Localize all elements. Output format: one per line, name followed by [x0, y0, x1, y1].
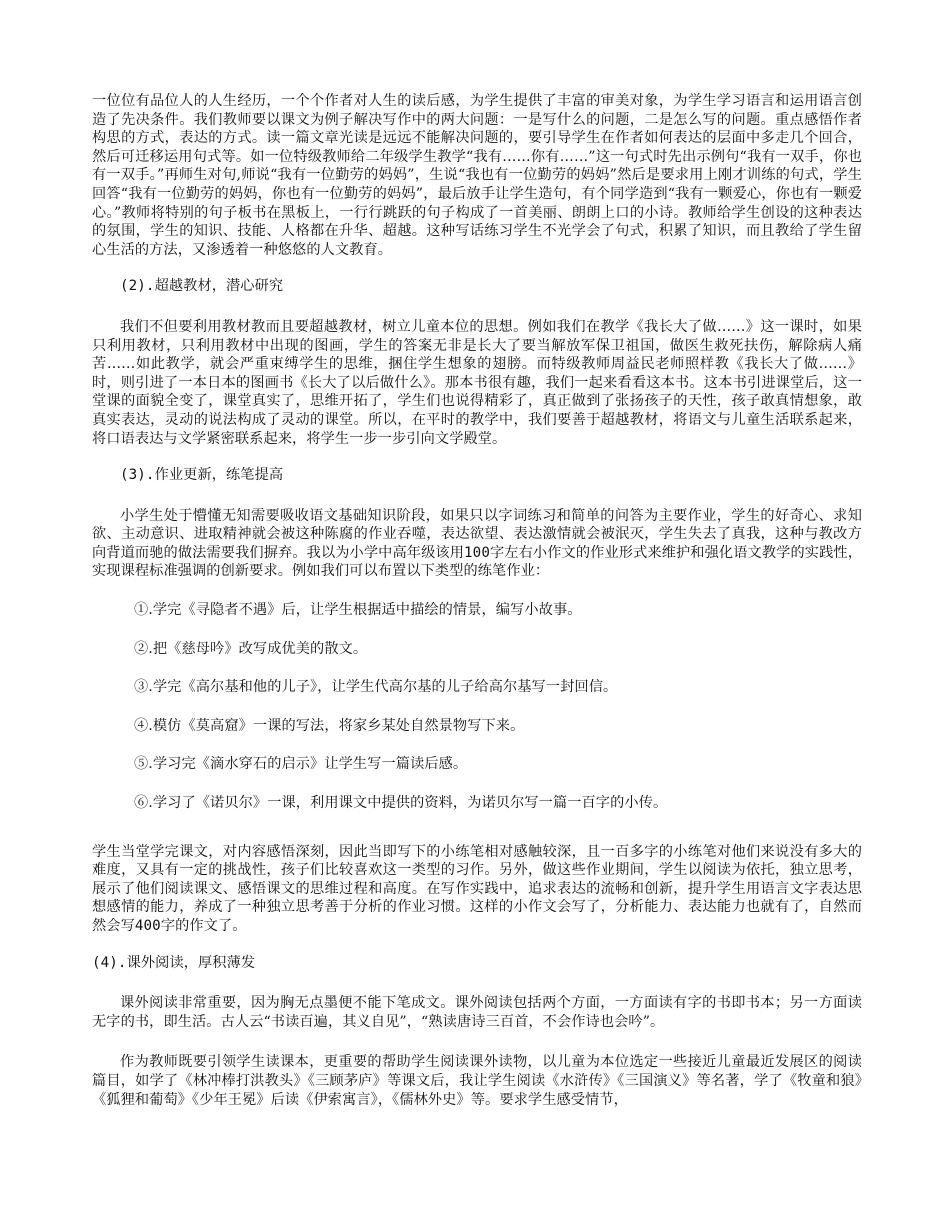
section-3-summary	[92, 843, 862, 936]
section-2-number: (2).	[120, 278, 155, 295]
section-3-number: (3).	[120, 467, 155, 484]
exercise-item: ③.学完《高尔基和他的儿子》，让学生代高尔基的儿子给高尔基写一封回信。	[134, 679, 618, 696]
section-4-title: 课外阅读，厚积薄发	[126, 954, 256, 971]
exercise-item: ④.模仿《莫高窟》一课的写法，将家乡某处自然景物写下来。	[134, 717, 525, 734]
section-4-heading	[92, 954, 862, 973]
exercise-item: ①.学完《寻隐者不遇》后，让学生根据适中描绘的情景，编写小故事。	[134, 602, 582, 619]
section-3-body	[92, 507, 862, 581]
section-2-heading	[120, 277, 862, 296]
section-3-title: 作业更新，练笔提高	[154, 467, 284, 484]
number-100: 100	[464, 544, 490, 561]
section-3-summary-text-b: 字的作文了。	[160, 918, 247, 934]
document-page	[92, 92, 862, 1109]
section-3-body-text-b: 字左右小作文的作业形式来维护和强化语文教学的实践性，实现课程标准强调的创新要求。例如我们可以布置以下类型的练笔作业：	[92, 544, 862, 580]
intro-paragraph: 一位位有品位人的人生经历，一个个作者对人生的读后感，为学生提供了丰富的审美对象，为学生学习语言和运用语言创造了先决条件。我们教师要以课文为例子解决写作中的两大问题：一是写什么的问题，二是怎么写的问题。重点感悟作者构思的方式，表达的方式。读一篇文章光读是远远不能解决问题的，要引导学生在作者如何表达的层面中多走几个回合，然后可迁移运用句式等。如一位特级教师给二年级学生教学“我有……你有……”这一句式时先出示例句“我有一双手，你也有一双手。”再师生对句,师说“我有一位勤劳的妈妈”，生说“我也有一位勤劳的妈妈”然后是要求用上刚才训练的句式，学生回答“我有一位勤劳的妈妈，你也有一位勤劳的妈妈”，最后放手让学生造句，有个同学造到“我有一颗爱心，你也有一颗爱心。”教师将特别的句子板书在黑板上，一行行跳跃的句子构成了一首美丽、朗朗上口的小诗。教师给学生创设的这种表达的氛围，学生的知识、技能、人格都在升华、超越。这种写话练习学生不光学会了句式，积累了知识，而且教给了学生留心生活的方法，又渗透着一种悠悠的人文教育。	[92, 93, 862, 258]
section-3-summary-text-a: 学生当堂学完课文，对内容感悟深刻，因此当即写下的小练笔相对感触较深，且一百多字的小练笔对他们来说没有多大的难度，又具有一定的挑战性，孩子们比较喜欢这一类型的习作。另外，做这些作业期间，学生以阅读为依托，独立思考，展示了他们阅读课文、感悟课文的思维过程和高度。在写作实践中，追求表达的流畅和创新，提升学生用语言文字表达思想感情的能力，养成了一种独立思考善于分析的作业习惯。这样的小作文会写了，分析能力、表达能力也就有了，自然而然会写	[92, 843, 862, 934]
section-3-heading	[120, 466, 862, 485]
section-4-paragraph-1: 课外阅读非常重要，因为胸无点墨便不能下笔成文。课外阅读包括两个方面，一方面读有字的书即书本；另一方面读无字的书，即生活。古人云“书读百遍，其义自见”，“熟读唐诗三百首，不会作诗也会吟”。	[92, 995, 862, 1030]
exercise-item: ⑥.学习了《诺贝尔》一课，利用课文中提供的资料，为诺贝尔写一篇一百字的小传。	[134, 795, 668, 812]
section-3-body-text-a: 小学生处于懵懂无知需要吸收语文基础知识阶段，如果只以字词练习和简单的问答为主要作业，学生的好奇心、求知欲、主动意识、进取精神就会被这种陈腐的作业吞噬，表达欲望、表达激情就会被泯灭，学生失去了真我，这种与教改方向背道而驰的做法需要我们摒弃。我以为小学中高年级该用	[92, 507, 862, 561]
section-2-body: 我们不但要利用教材教而且要超越教材，树立儿童本位的思想。例如我们在教学《我长大了做……》这一课时，如果只利用教材，只利用教材中出现的图画，学生的答案无非是长大了要当解放军保卫祖国，做医生救死扶伤，解除病人痛苦……如此教学，就会严重束缚学生的思维，捆住学生想象的翅膀。而特级教师周益民老师照样教《我长大了做……》时，则引进了一本日本的图画书《长大了以后做什么》。那本书很有趣，我们一起来看看这本书。这本书引进课堂后，这一堂课的面貌全变了，课堂真实了，思维开拓了，学生们也说得精彩了，真正做到了张扬孩子的天性，孩子敢真情想象，敢真实表达，灵动的说法构成了灵动的课堂。所以，在平时的教学中，我们要善于超越教材，将语文与儿童生活联系起来，将口语表达与文学紧密联系起来，将学生一步一步引向文学殿堂。	[92, 318, 862, 447]
exercise-item: ②.把《慈母吟》改写成优美的散文。	[134, 640, 368, 657]
number-400: 400	[134, 918, 161, 934]
section-4-paragraph-2: 作为教师既要引领学生读课本，更重要的帮助学生阅读课外读物，以儿童为本位选定一些接近儿童最近发展区的阅读篇目，如学了《林冲棒打洪教头》《三顾茅庐》等课文后，我让学生阅读《水浒传》《三国演义》等名著，学了《牧童和狼》《狐狸和葡萄》《少年王冕》后读《伊索寓言》，《儒林外史》等。要求学生感受情节，	[92, 1054, 862, 1108]
section-2-title: 超越教材，潜心研究	[154, 278, 284, 295]
section-4-number: (4).	[92, 954, 127, 971]
exercise-item: ⑤.学习完《滴水穿石的启示》让学生写一篇读后感。	[134, 756, 468, 773]
